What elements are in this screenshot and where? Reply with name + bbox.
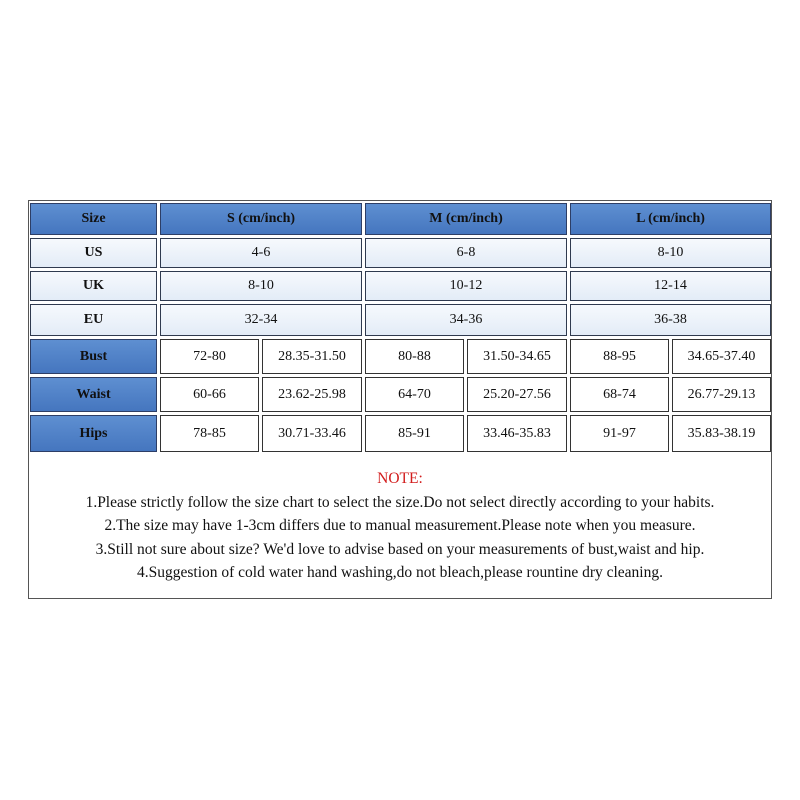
- row-label-eu: EU: [30, 304, 157, 336]
- us-l: 8-10: [570, 238, 771, 268]
- notes-title: NOTE:: [377, 470, 423, 487]
- waist-m-inch: 25.20-27.56: [467, 377, 567, 412]
- bust-l-cm: 88-95: [570, 339, 669, 374]
- note-line-2: 2.The size may have 1-3cm differs due to manual measurement.Please note when you measure.: [104, 517, 696, 534]
- waist-l-inch: 26.77-29.13: [672, 377, 771, 412]
- waist-m-cm: 64-70: [365, 377, 464, 412]
- waist-l-cm: 68-74: [570, 377, 669, 412]
- note-line-4: 4.Suggestion of cold water hand washing,do not bleach,please rountine dry cleaning.: [136, 564, 663, 581]
- row-label-waist: Waist: [30, 377, 157, 412]
- header-size: Size: [30, 203, 157, 235]
- header-m: M (cm/inch): [365, 203, 567, 235]
- uk-l: 12-14: [570, 271, 771, 301]
- note-line-1: 1.Please strictly follow the size chart to select the size.Do not select directly according to your habits.: [85, 493, 715, 511]
- bust-s-cm: 72-80: [160, 339, 259, 374]
- uk-m: 10-12: [365, 271, 567, 301]
- hips-m-inch: 33.46-35.83: [467, 415, 567, 452]
- bust-m-cm: 80-88: [365, 339, 464, 374]
- bust-m-inch: 31.50-34.65: [467, 339, 567, 374]
- eu-s: 32-34: [160, 304, 362, 336]
- hips-l-inch: 35.83-38.19: [672, 415, 771, 452]
- bust-s-inch: 28.35-31.50: [262, 339, 362, 374]
- notes-section: [29, 455, 771, 598]
- header-l: L (cm/inch): [570, 203, 771, 235]
- note-line-3: 3.Still not sure about size? We'd love to advise based on your measurements of bust,waist and hip.: [95, 540, 705, 558]
- row-label-us: US: [30, 238, 157, 268]
- bust-l-inch: 34.65-37.40: [672, 339, 771, 374]
- hips-m-cm: 85-91: [365, 415, 464, 452]
- waist-s-inch: 23.62-25.98: [262, 377, 362, 412]
- row-label-hips: Hips: [30, 415, 157, 452]
- us-s: 4-6: [160, 238, 362, 268]
- size-chart: [28, 200, 772, 599]
- eu-l: 36-38: [570, 304, 771, 336]
- header-s: S (cm/inch): [160, 203, 362, 235]
- us-m: 6-8: [365, 238, 567, 268]
- hips-l-cm: 91-97: [570, 415, 669, 452]
- hips-s-inch: 30.71-33.46: [262, 415, 362, 452]
- uk-s: 8-10: [160, 271, 362, 301]
- row-label-uk: UK: [30, 271, 157, 301]
- waist-s-cm: 60-66: [160, 377, 259, 412]
- hips-s-cm: 78-85: [160, 415, 259, 452]
- row-label-bust: Bust: [30, 339, 157, 374]
- eu-m: 34-36: [365, 304, 567, 336]
